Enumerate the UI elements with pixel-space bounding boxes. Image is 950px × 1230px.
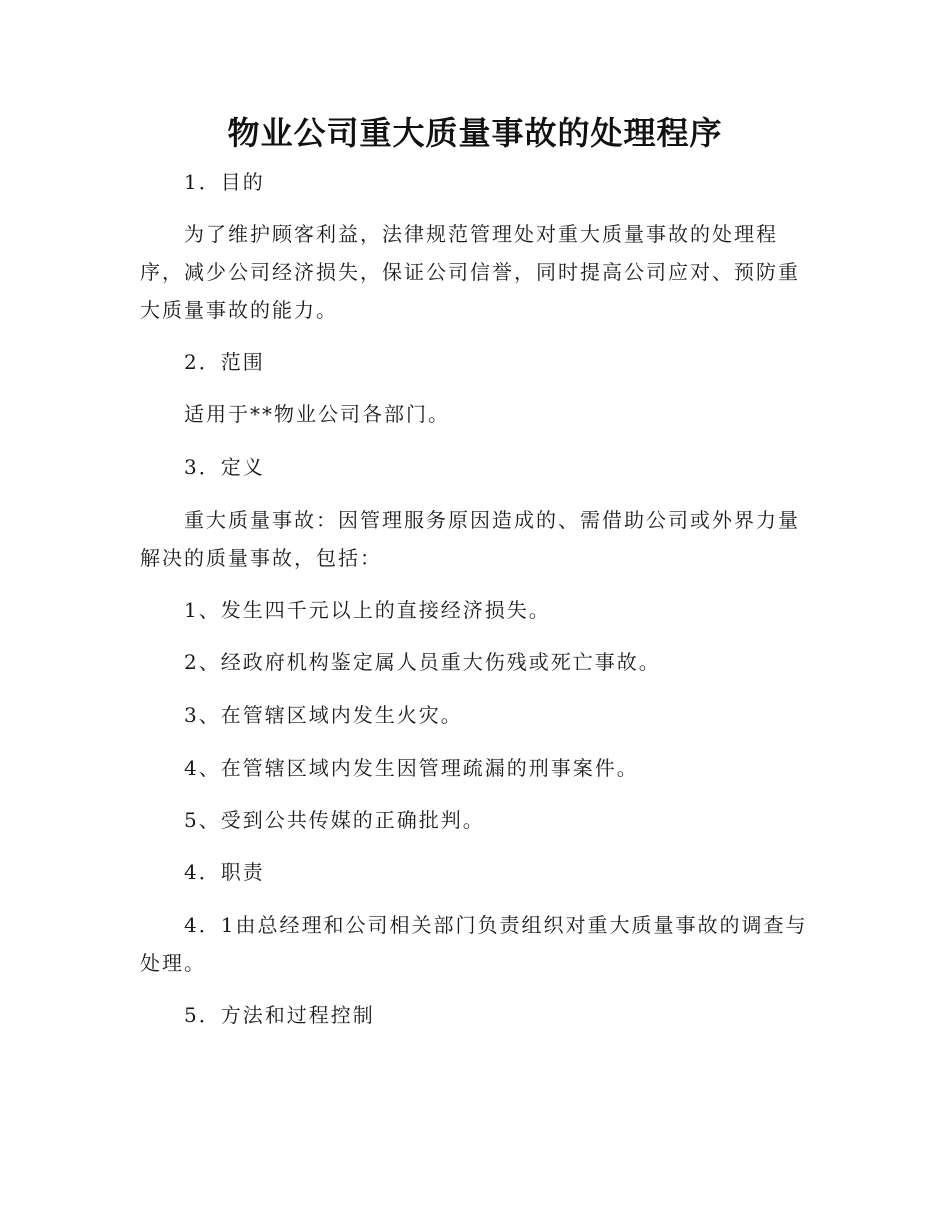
paragraph-line: 解决的质量事故，包括： — [140, 546, 382, 570]
paragraph-line: 大质量事故的能力。 — [140, 298, 338, 322]
list-item: 3、在管辖区域内发生火灾。 — [184, 703, 463, 727]
list-item: 5、受到公共传媒的正确批判。 — [184, 808, 485, 832]
list-item: 1、发生四千元以上的直接经济损失。 — [184, 598, 551, 622]
list-item: 4、在管辖区域内发生因管理疏漏的刑事案件。 — [184, 756, 639, 780]
section-heading-purpose: 1．目的 — [184, 170, 265, 194]
section-heading-definition: 3．定义 — [184, 455, 265, 479]
section-heading-scope: 2．范围 — [184, 350, 265, 374]
section-heading-responsibility: 4．职责 — [184, 860, 265, 884]
paragraph-line: 序，减少公司经济损失，保证公司信誉，同时提高公司应对、预防重 — [140, 260, 800, 284]
section-heading-methods: 5．方法和过程控制 — [184, 1003, 375, 1027]
document-title: 物业公司重大质量事故的处理程序 — [227, 114, 723, 152]
paragraph-line: 为了维护顾客利益，法律规范管理处对重大质量事故的处理程 — [184, 222, 778, 246]
paragraph-line: 适用于**物业公司各部门。 — [184, 402, 450, 426]
list-item: 2、经政府机构鉴定属人员重大伤残或死亡事故。 — [184, 650, 661, 674]
paragraph-line: 重大质量事故：因管理服务原因造成的、需借助公司或外界力量 — [184, 508, 800, 532]
paragraph-line: 4．1由总经理和公司相关部门负责组织对重大质量事故的调查与 — [184, 913, 808, 937]
paragraph-line: 处理。 — [140, 951, 206, 975]
